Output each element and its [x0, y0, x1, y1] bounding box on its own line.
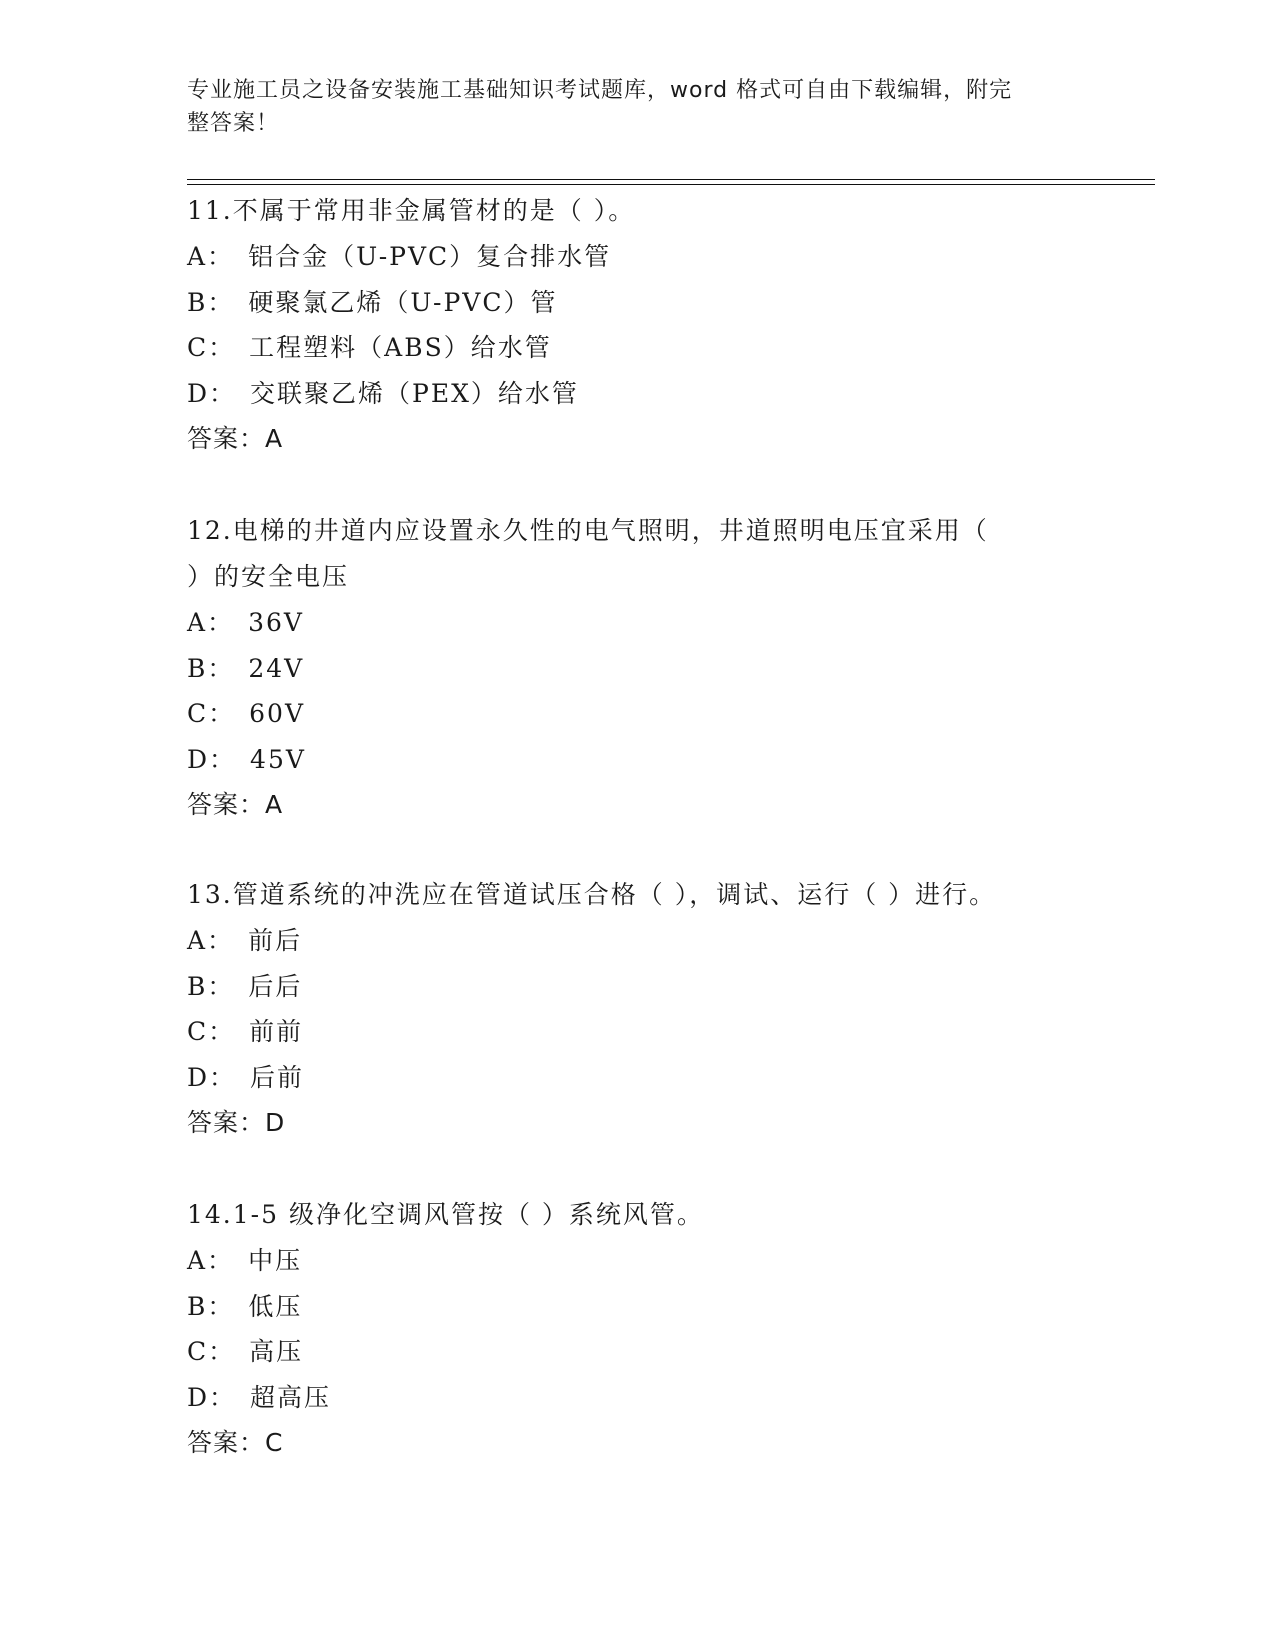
option-b: [187, 280, 1087, 326]
option-text: 36V: [248, 608, 304, 637]
option-c: [187, 1009, 1087, 1055]
option-c: [187, 1329, 1087, 1375]
answer-label: 答案：C: [187, 1428, 284, 1457]
question-stem: 13.管道系统的冲洗应在管道试压合格（ ），调试、运行（ ）进行。: [187, 880, 997, 909]
option-letter: D：: [187, 744, 237, 774]
option-letter: D：: [187, 1382, 237, 1412]
option-b: [187, 964, 1087, 1010]
option-text: 高压: [249, 1337, 304, 1366]
option-text: 低压: [248, 1291, 303, 1321]
question-13: [187, 872, 1087, 1146]
option-letter: C：: [187, 333, 236, 362]
option-d: [187, 1055, 1087, 1101]
header-line-1: 专业施工员之设备安装施工基础知识考试题库，word 格式可自由下载编辑，附完: [187, 78, 1013, 103]
option-letter: B：: [187, 971, 235, 1001]
option-text: 前后: [248, 926, 303, 955]
option-letter: A：: [187, 926, 235, 955]
question-14: [187, 1192, 1087, 1466]
answer-label: 答案：A: [187, 790, 284, 819]
option-text: 后前: [250, 1062, 305, 1092]
option-d: [187, 371, 1087, 417]
header-divider-top: [187, 179, 1155, 180]
option-c: [187, 325, 1087, 371]
option-letter: D：: [187, 1062, 237, 1092]
option-a: [187, 918, 1087, 964]
option-a: [187, 600, 1087, 646]
answer-label: 答案：A: [187, 424, 284, 453]
option-text: 中压: [248, 1246, 303, 1275]
question-stem: 11.不属于常用非金属管材的是（ ）。: [187, 196, 636, 225]
option-letter: A：: [187, 242, 235, 271]
option-text: 铝合金（U-PVC）复合排水管: [248, 242, 612, 271]
header-line-2: 整答案！: [187, 111, 280, 136]
option-letter: B：: [187, 653, 235, 683]
option-d: [187, 1375, 1087, 1421]
question-12: [187, 508, 1087, 828]
option-letter: C：: [187, 1017, 236, 1046]
option-a: [187, 234, 1087, 280]
option-text: 60V: [249, 699, 306, 728]
option-c: [187, 691, 1087, 737]
option-text: 工程塑料（ABS）给水管: [249, 333, 552, 362]
option-text: 24V: [248, 653, 305, 683]
option-letter: B：: [187, 1291, 235, 1321]
option-letter: D：: [187, 378, 237, 408]
option-d: [187, 737, 1087, 783]
header-divider-bottom: [187, 184, 1155, 185]
option-text: 超高压: [250, 1382, 332, 1412]
option-text: 后后: [248, 971, 303, 1001]
answer-label: 答案：D: [187, 1108, 286, 1137]
option-letter: A：: [187, 1246, 235, 1275]
option-letter: C：: [187, 699, 236, 728]
question-stem-line-1: 12.电梯的井道内应设置永久性的电气照明，井道照明电压宜采用（: [187, 516, 989, 545]
option-text: 硬聚氯乙烯（U-PVC）管: [248, 287, 558, 317]
option-letter: B：: [187, 287, 235, 317]
option-b: [187, 646, 1087, 692]
option-text: 交联聚乙烯（PEX）给水管: [250, 378, 579, 408]
option-b: [187, 1284, 1087, 1330]
document-header: [187, 74, 1067, 140]
option-a: [187, 1238, 1087, 1284]
option-letter: A：: [187, 608, 235, 637]
question-stem-line-2: ）的安全电压: [187, 562, 350, 591]
option-text: 前前: [249, 1017, 304, 1046]
question-11: [187, 188, 1087, 462]
option-text: 45V: [250, 744, 306, 774]
question-stem: 14.1-5 级净化空调风管按（ ）系统风管。: [187, 1200, 704, 1229]
option-letter: C：: [187, 1337, 236, 1366]
